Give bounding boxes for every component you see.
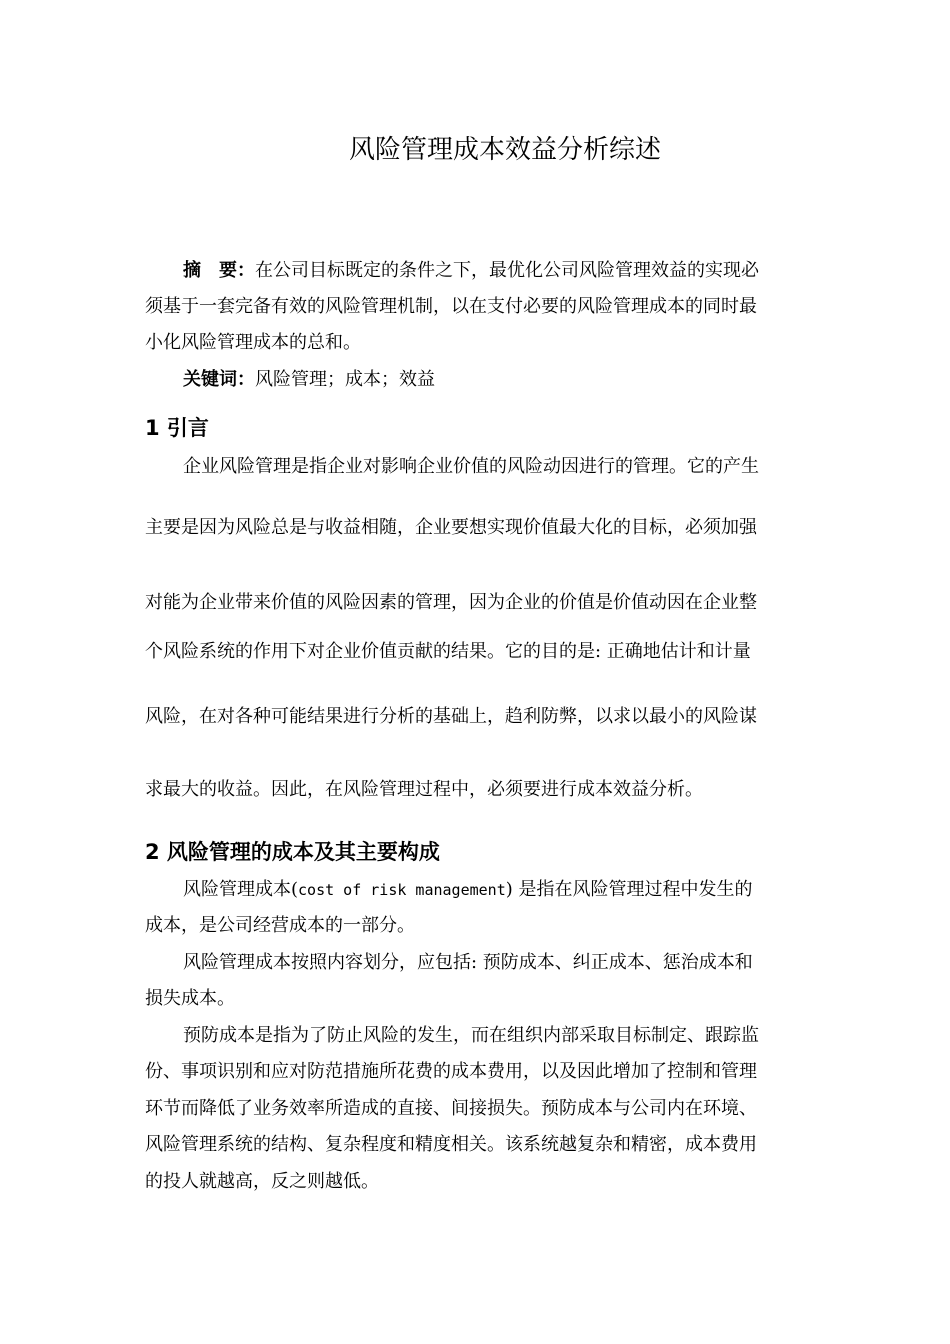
keywords-line [183,368,435,392]
keywords-text: 风险管理；成本；效益 [255,369,435,390]
section-2-p3-line-2: 份、事项识别和应对防范措施所花费的成本费用，以及因此增加了控制和管理 [145,1061,757,1082]
section-1-line-6: 求最大的收益。因此，在风险管理过程中，必须要进行成本效益分析。 [145,779,703,800]
section-2-p3-line-3: 环节而降低了业务效率所造成的直接、间接损失。预防成本与公司内在环境、 [145,1098,757,1119]
abstract-label: 摘 要： [183,260,255,281]
section-1-line-5: 风险，在对各种可能结果进行分析的基础上，趋利防弊，以求以最小的风险谋 [145,706,757,727]
section-2-p1-line-1 [183,878,753,902]
section-2-p1-pre: 风险管理成本( [183,879,299,900]
section-2-p1-english-term: cost of risk management [298,881,506,899]
document-title: 风险管理成本效益分析综述 [348,135,661,165]
section-1-line-4: 个风险系统的作用下对企业价值贡献的结果。它的目的是: 正确地估计和计量 [145,641,751,662]
section-1-line-2: 主要是因为风险总是与收益相随，企业要想实现价值最大化的目标，必须加强 [145,517,757,538]
section-2-p2-line-2: 损失成本。 [145,988,235,1009]
section-2-p2-line-1: 风险管理成本按照内容划分，应包括: 预防成本、纠正成本、惩治成本和 [183,952,753,973]
keywords-label: 关键词： [183,369,255,390]
section-2-p3-line-4: 风险管理系统的结构、复杂程度和精度相关。该系统越复杂和精密，成本费用 [145,1134,757,1155]
section-2-p3-line-5: 的投人就越高，反之则越低。 [145,1171,379,1192]
section-2-heading: 2 风险管理的成本及其主要构成 [145,840,440,864]
abstract-line-1 [183,259,759,283]
section-1-line-3: 对能为企业带来价值的风险因素的管理，因为企业的价值是价值动因在企业整 [145,592,757,613]
section-2-p1-line-2: 成本，是公司经营成本的一部分。 [145,915,415,936]
section-2-p3-line-1: 预防成本是指为了防止风险的发生，而在组织内部采取目标制定、跟踪监 [183,1025,759,1046]
section-2-p1-post: ) 是指在风险管理过程中发生的 [505,879,753,900]
section-1-line-1: 企业风险管理是指企业对影响企业价值的风险动因进行的管理。它的产生 [183,456,759,477]
abstract-line-3: 小化风险管理成本的总和。 [145,332,361,353]
abstract-text-1: 在公司目标既定的条件之下，最优化公司风险管理效益的实现必 [255,260,759,281]
abstract-line-2: 须基于一套完备有效的风险管理机制，以在支付必要的风险管理成本的同时最 [145,296,757,317]
section-1-heading: 1 引言 [145,416,209,440]
